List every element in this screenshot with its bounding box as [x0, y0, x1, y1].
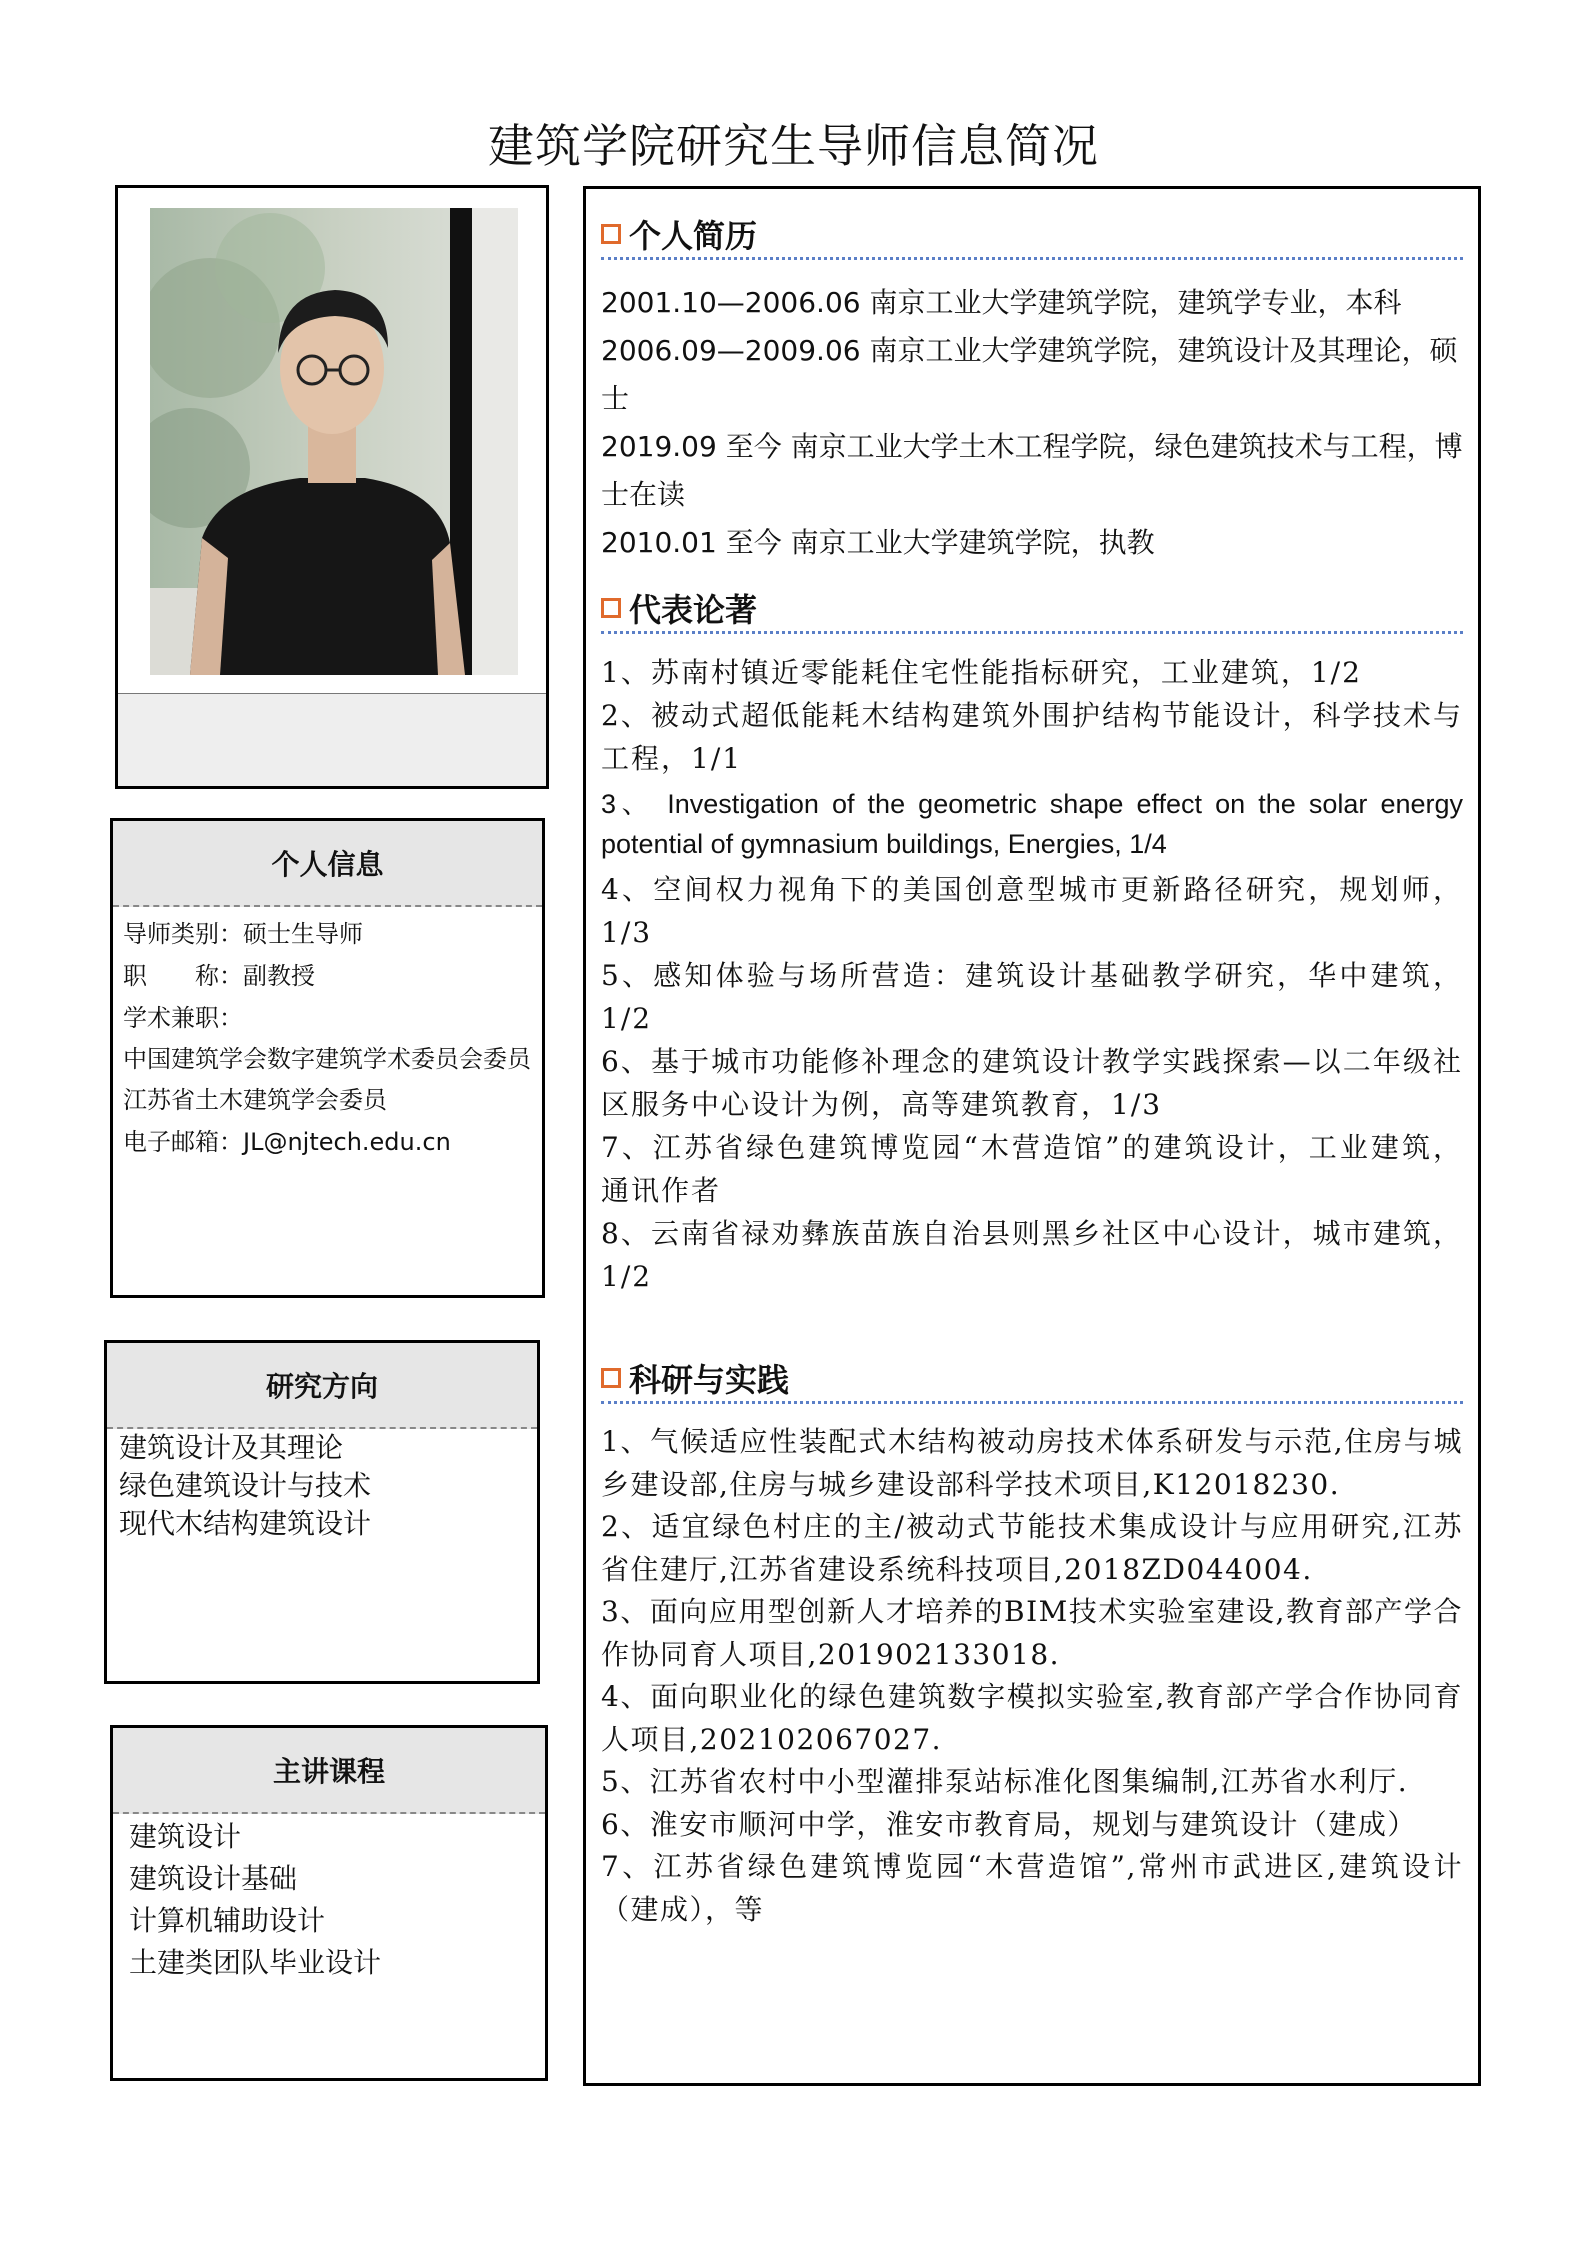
- publications-heading: [601, 585, 1463, 634]
- research-item: 现代木结构建筑设计: [119, 1507, 372, 1540]
- photo-caption-area: [118, 693, 546, 786]
- courses-panel: [110, 1725, 548, 2081]
- project-item: 5、江苏省农村中小型灌排泵站标准化图集编制,江苏省水利厅.: [601, 1765, 1409, 1798]
- research-direction-heading: 研究方向: [107, 1343, 537, 1429]
- project-item: 1、气候适应性装配式木结构被动房技术体系研发与示范,住房与城乡建设部,住房与城乡建设部科学技术项目,K12018230.: [601, 1425, 1463, 1501]
- research-item: 绿色建筑设计与技术: [119, 1469, 372, 1502]
- project-item: 3、面向应用型创新人才培养的BIM技术实验室建设,教育部产学合作协同育人项目,201902133018.: [601, 1595, 1463, 1671]
- projects-list: [601, 1421, 1463, 1931]
- research-direction-panel: [104, 1340, 540, 1684]
- publication-item: 6、基于城市功能修补理念的建筑设计教学实践探索—以二年级社区服务中心设计为例，高等建筑教育，1/3: [601, 1045, 1463, 1121]
- main-content-panel: [583, 186, 1481, 2086]
- resume-list: [601, 279, 1463, 567]
- personal-info-heading: 个人信息: [113, 821, 542, 907]
- project-item: 2、适宜绿色村庄的主/被动式节能技术集成设计与应用研究,江苏省住建厅,江苏省建设系统科技项目,2018ZD044004.: [601, 1510, 1463, 1586]
- publication-item: 7、江苏省绿色建筑博览园“木营造馆”的建筑设计，工业建筑，通讯作者: [601, 1131, 1463, 1207]
- project-item: 6、淮安市顺河中学，淮安市教育局，规划与建筑设计（建成）: [601, 1807, 1417, 1841]
- resume-item: 2001.10—2006.06 南京工业大学建筑学院，建筑学专业，本科: [601, 286, 1402, 319]
- info-advisor-type: 导师类别：硕士生导师: [123, 920, 363, 948]
- photo-frame: [115, 185, 549, 789]
- publication-item: 5、感知体验与场所营造：建筑设计基础教学研究，华中建筑，1/2: [601, 959, 1463, 1035]
- info-email: 电子邮箱：JL@njtech.edu.cn: [123, 1128, 451, 1156]
- courses-heading: 主讲课程: [113, 1728, 545, 1814]
- publications-list: [601, 651, 1463, 1298]
- course-item: 土建类团队毕业设计: [129, 1946, 382, 1979]
- publications-heading-label: 代表论著: [629, 591, 758, 629]
- project-item: 7、江苏省绿色建筑博览园“木营造馆”,常州市武进区,建筑设计（建成），等: [601, 1850, 1463, 1926]
- research-item: 建筑设计及其理论: [119, 1431, 344, 1464]
- resume-item: 2006.09—2009.06 南京工业大学建筑学院，建筑设计及其理论，硕士: [601, 334, 1458, 415]
- publication-item: 4、空间权力视角下的美国创意型城市更新路径研究，规划师，1/3: [601, 873, 1463, 949]
- info-positions-label: 学术兼职：: [123, 1004, 243, 1032]
- course-item: 建筑设计基础: [129, 1862, 298, 1895]
- project-item: 4、面向职业化的绿色建筑数字模拟实验室,教育部产学合作协同育人项目,202102067027.: [601, 1680, 1463, 1756]
- resume-heading-label: 个人简历: [629, 217, 758, 255]
- info-position-1: 中国建筑学会数字建筑学术委员会委员: [123, 1045, 531, 1073]
- publication-item: 3、 Investigation of the geometric shape effect on the solar energy potential of gymnasium buildings, Energies, 1/4: [601, 789, 1463, 859]
- square-bullet-icon: [601, 224, 621, 244]
- publication-item: 8、云南省禄劝彝族苗族自治县则黑乡社区中心设计，城市建筑，1/2: [601, 1217, 1463, 1293]
- resume-heading: [601, 211, 1463, 260]
- publication-item: 1、苏南村镇近零能耗住宅性能指标研究，工业建筑，1/2: [601, 656, 1362, 689]
- info-title: 职 称：副教授: [123, 962, 315, 990]
- info-position-2: 江苏省土木建筑学会委员: [123, 1086, 387, 1114]
- resume-item: 2010.01 至今 南京工业大学建筑学院，执教: [601, 526, 1155, 559]
- course-item: 建筑设计: [129, 1820, 242, 1853]
- projects-heading: [601, 1355, 1463, 1404]
- course-item: 计算机辅助设计: [129, 1904, 326, 1937]
- page-title: 建筑学院研究生导师信息简况: [488, 119, 1099, 173]
- projects-heading-label: 科研与实践: [629, 1361, 790, 1399]
- resume-item: 2019.09 至今 南京工业大学土木工程学院，绿色建筑技术与工程，博士在读: [601, 430, 1463, 511]
- personal-info-panel: [110, 818, 545, 1298]
- square-bullet-icon: [601, 598, 621, 618]
- portrait-photo: [150, 208, 518, 675]
- publication-item: 2、被动式超低能耗木结构建筑外围护结构节能设计，科学技术与工程，1/1: [601, 699, 1463, 775]
- square-bullet-icon: [601, 1368, 621, 1388]
